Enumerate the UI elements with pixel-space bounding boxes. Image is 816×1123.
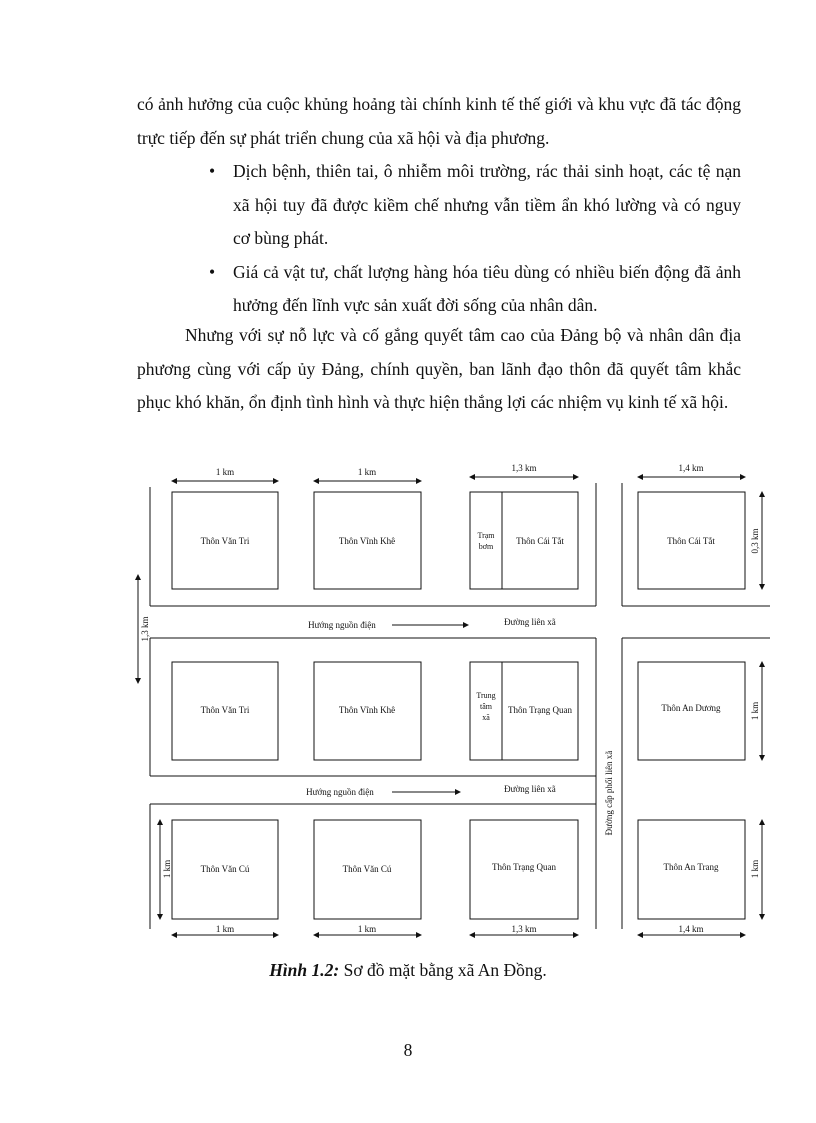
pump-station-label: Trạm xyxy=(477,531,495,540)
village-label: Thôn Vĩnh Khê xyxy=(338,536,396,546)
village-label: Thôn Cái Tắt xyxy=(667,536,715,546)
power-direction-label: Hướng nguồn điện xyxy=(306,787,374,797)
village-label: Thôn Văn Tri xyxy=(200,705,250,715)
dim-label-bottom: 1,3 km xyxy=(511,924,537,934)
figure-caption-text: Sơ đồ mặt bằng xã An Đồng. xyxy=(339,960,547,980)
figure-caption xyxy=(0,954,816,988)
village-label: Thôn Trạng Quan xyxy=(507,705,573,715)
commune-layout-diagram xyxy=(130,455,780,955)
village-label: Thôn An Trang xyxy=(663,862,719,872)
dim-label-left: 1,3 km xyxy=(140,616,150,642)
commune-center-label: Trung xyxy=(476,691,496,700)
road-label: Đường liên xã xyxy=(504,617,556,627)
dim-label-right: 1 km xyxy=(750,701,760,721)
dim-label-right: 1 km xyxy=(750,859,760,879)
village-label: Thôn An Dương xyxy=(661,703,721,713)
village-label: Thôn Văn Cú xyxy=(342,864,392,874)
power-direction-label: Hướng nguồn điện xyxy=(308,620,376,630)
vertical-road-label: Đường cấp phối liên xã xyxy=(604,750,614,836)
bullet-item-diseases: • Dịch bệnh, thiên tai, ô nhiễm môi trường, rác thải sinh hoạt, các tệ nạn xã hội tuy đã được kiềm chế nhưng vẫn tiềm ẩn khó lường và có nguy cơ bùng phát. xyxy=(207,155,741,256)
dim-label-top: 1 km xyxy=(357,467,377,477)
village-label: Thôn Trạng Quan xyxy=(491,862,557,872)
paragraph-intro: có ảnh hưởng của cuộc khủng hoảng tài chính kinh tế thế giới và khu vực đã tác động trực tiếp đến sự phát triển chung của xã hội và địa phương. xyxy=(137,94,741,148)
bullet-list xyxy=(207,155,741,323)
pump-station-label: bơm xyxy=(478,542,494,551)
dim-label-top: 1,3 km xyxy=(511,463,537,473)
dim-label-bottom: 1,4 km xyxy=(678,924,704,934)
dim-label-bottom: 1 km xyxy=(215,924,235,934)
commune-center-label: tâm xyxy=(480,702,492,711)
commune-center-label: xã xyxy=(482,713,490,722)
bullet-item-prices: • Giá cả vật tư, chất lượng hàng hóa tiêu dùng có nhiều biến động đã ảnh hưởng đến lĩnh vực sản xuất đời sống của nhân dân. xyxy=(207,256,741,323)
dim-label-left: 1 km xyxy=(162,859,172,879)
village-label: Thôn Vĩnh Khê xyxy=(338,705,396,715)
dim-label-top: 1 km xyxy=(215,467,235,477)
road-label: Đường liên xã xyxy=(504,784,556,794)
village-label: Thôn Văn Tri xyxy=(200,536,250,546)
page-number: 8 xyxy=(403,1040,413,1060)
figure-caption-label: Hình 1.2: xyxy=(269,960,340,980)
dim-label-right: 0,3 km xyxy=(750,528,760,554)
village-label: Thôn Cái Tắt xyxy=(516,536,564,546)
dim-label-bottom: 1 km xyxy=(357,924,377,934)
paragraph-effort: Nhưng với sự nỗ lực và cố gắng quyết tâm cao của Đảng bộ và nhân dân địa phương cùng với cấp ủy Đảng, chính quyền, ban lãnh đạo thôn đã quyết tâm khắc phục khó khăn, ổn định tình hình và thực hiện thắng lợi các nhiệm vụ kinh tế xã hội. xyxy=(137,325,741,413)
village-label: Thôn Văn Cú xyxy=(200,864,250,874)
dim-label-top: 1,4 km xyxy=(678,463,704,473)
